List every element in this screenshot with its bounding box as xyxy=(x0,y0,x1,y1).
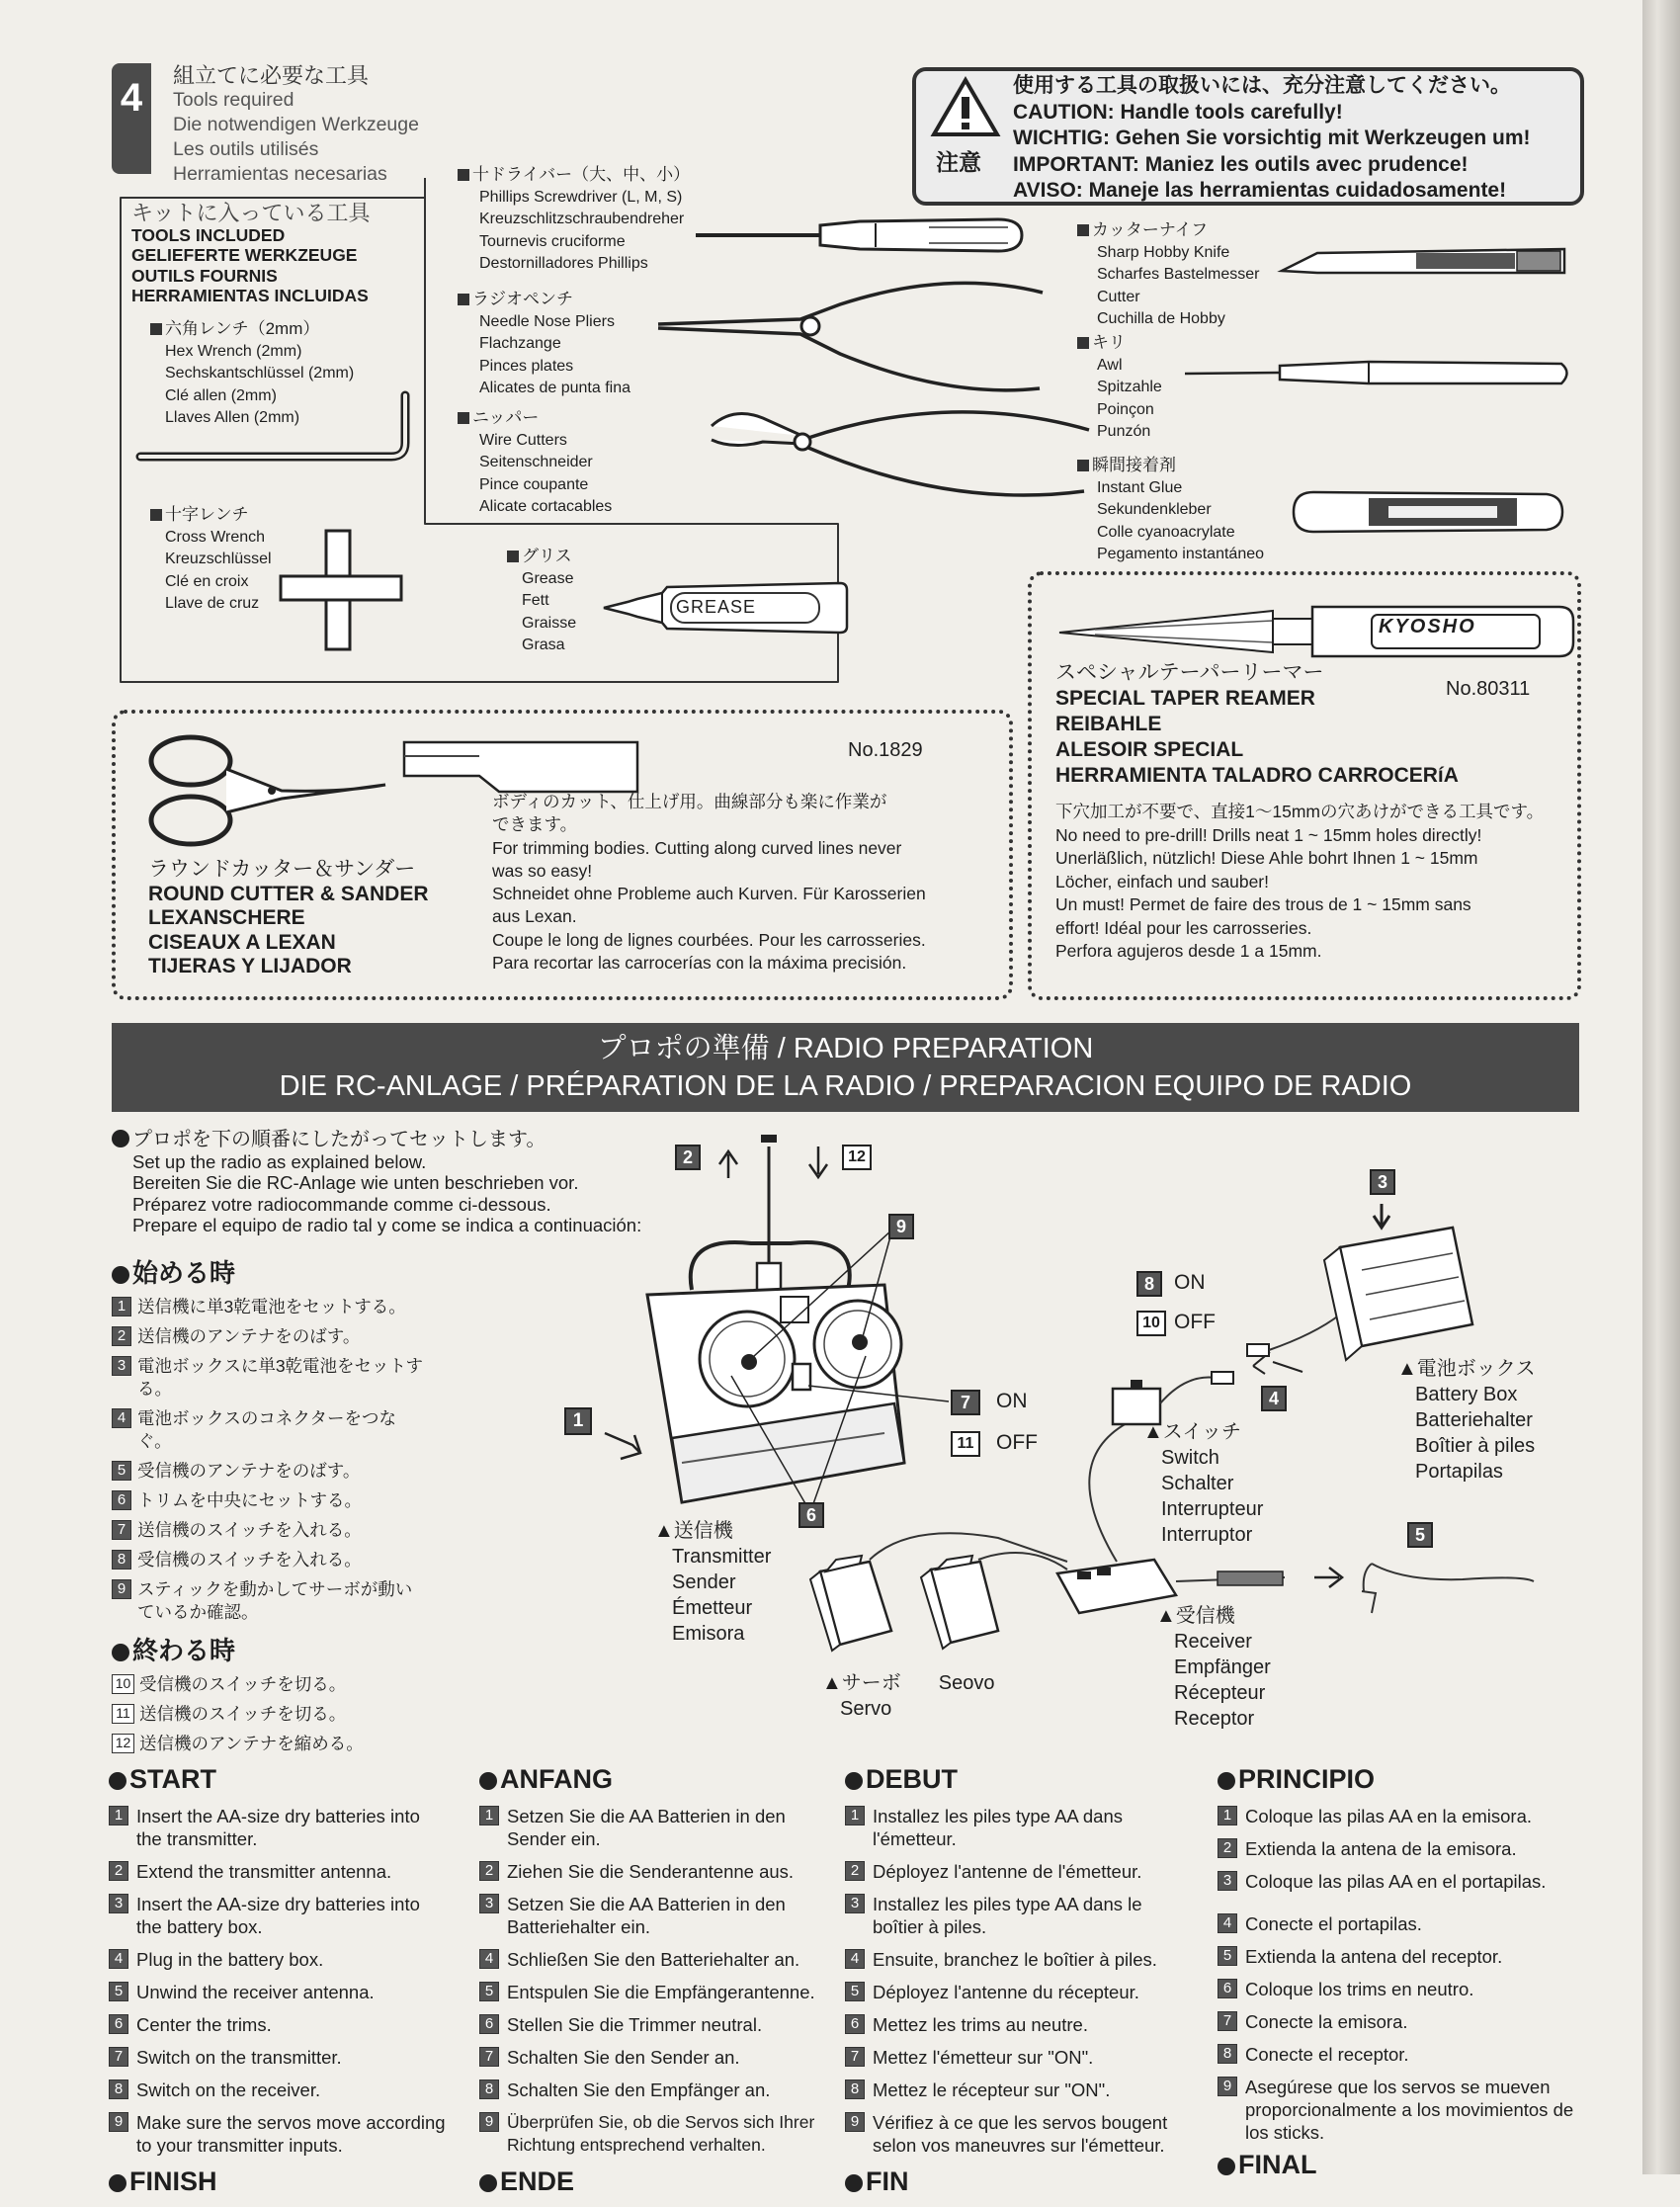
kyosho-logo: KYOSHO xyxy=(1379,616,1476,637)
french-instructions: DEBUT 1 Installez les piles type AA dans l'émetteur. 2 Déployez l'antenne de l'émetteur. 3 Installez les piles type AA dans le boîtier à piles. 4 Ensuite, branchez le boîtier à piles. 5 Déployez l'antenne du récepteur. 6 Mettez les trims au neutre. 7 Mettez l'émetteur sur "ON". 8 Mettez le récepteur sur "ON". 9 Vérifiez à ce que les servos bougent selon vos maneuvres sur l'émetteur. FIN xyxy=(845,1764,1196,2207)
diagram-step-4: 4 xyxy=(1261,1386,1287,1411)
radio-preparation-banner: プロポの準備 / RADIO PREPARATION DIE RC-ANLAGE / PRÉPARATION DE LA RADIO / PREPARACION EQUIPO DE RADIO xyxy=(112,1023,1579,1112)
english-instructions: START 1 Insert the AA-size dry batteries into the transmitter. 2 Extend the transmitter antenna. 3 Insert the AA-size dry batteries into the battery box. 4 Plug in the battery box. 5 Unwind the receiver antenna. 6 Center the trims. 7 Switch on the transmitter. 8 Switch on the receiver. 9 Make sure the servos move according to your transmitter inputs. FINISH xyxy=(109,1764,450,2207)
spanish-instructions: PRINCIPIO 1 Coloque las pilas AA en la emisora. 2 Extienda la antena de la emisora. 3 Coloque las pilas AA en el portapilas. 4 Conecte el portapilas. 5 Extienda la antena del receptor. 6 Coloque los trims en neutro. 7 Conecte la emisora. 8 Conecte el receptor. 9 Asegúrese que los servos se mueven proporcionalmente a los movimientos de los sticks. FINAL xyxy=(1218,1764,1583,2190)
awl-label: キリ Awl Spitzahle Poinçon Punzón xyxy=(1077,332,1162,444)
round-cutter-description: ボディのカット、仕上げ用。曲線部分も楽に作業が できます。 For trimming bodies. Cutting along curved lines never was so easy! Schneidet ohne Probleme auch Kurven. Für Karosserien aus Lexan. Coupe le long de lignes courbées. Pour les carrosseries. Para recortar las carrocerías con la máxima precisión. xyxy=(492,792,926,974)
receiver-caption: ▲受信機 Receiver Empfänger Récepteur Receptor xyxy=(1156,1605,1271,1730)
included-tools-title: キットに入っている工具 TOOLS INCLUDED GELIEFERTE WERKZEUGE OUTILS FOURNIS HERRAMIENTAS INCLUIDAS xyxy=(131,201,371,305)
battery-box-caption: ▲電池ボックス Battery Box Batteriehalter Boîtier à piles Portapilas xyxy=(1397,1358,1536,1483)
transmitter-switch xyxy=(793,1364,810,1390)
hobby-knife-label: カッターナイフ Sharp Hobby Knife Scharfes Bastelmesser Cutter Cuchilla de Hobby xyxy=(1077,219,1260,331)
tools-step-badge: 4 xyxy=(112,63,151,174)
bullet-dot-icon xyxy=(1218,1772,1235,1790)
tools-required-title: 組立てに必要な工具 Tools required Die notwendigen Werkzeuge Les outils utilisés Herramientas necesarias xyxy=(173,63,419,185)
diagram-step-8: 8 xyxy=(1136,1271,1162,1297)
caution-text: 使用する工具の取扱いには、充分注意してください。 CAUTION: Handle tools carefully! WICHTIG: Gehen Sie vorsichtig mit Werkzeugen um! IMPORTANT: Maniez les outils avec prudence! AVISO: Maneje las herramientas cuidadosamente! xyxy=(1013,74,1531,202)
diagram-step-9: 9 xyxy=(888,1214,914,1239)
bullet-dot-icon xyxy=(479,2174,497,2192)
bullet-dot-icon xyxy=(1218,2158,1235,2175)
diagram-step-3: 3 xyxy=(1370,1169,1395,1195)
bullet-dot-icon xyxy=(109,2174,126,2192)
wire-cutters-label: ニッパー Wire Cutters Seitenschneider Pince coupante Alicate cortacables xyxy=(458,407,612,519)
round-cutter-names: ラウンドカッター＆サンダー ROUND CUTTER & SANDER LEXANSCHERE CISEAUX A LEXAN TIJERAS Y LIJADOR xyxy=(148,858,429,977)
diagram-step-1: 1 xyxy=(564,1407,592,1435)
bullet-dot-icon xyxy=(479,1772,497,1790)
grease-tube-label: GREASE xyxy=(676,597,757,617)
radio-intro: プロポを下の順番にしたがってセットします。 Set up the radio as explained below. Bereiten Sie die RC-Anlage wie unten beschrieben vor. Préparez votre radiocommande comme ci-dessous. Prepare el equipo de radio tal y come se indica a continuación: xyxy=(112,1130,641,1236)
receiver-on-label: ON xyxy=(1174,1271,1206,1294)
transmitter-caption: ▲送信機 Transmitter Sender Émetteur Emisora xyxy=(654,1520,772,1645)
diagram-step-2: 2 xyxy=(675,1145,701,1170)
needle-nose-pliers-label: ラジオペンチ Needle Nose Pliers Flachzange Pinces plates Alicates de punta fina xyxy=(458,289,630,400)
german-instructions: ANFANG 1 Setzen Sie die AA Batterien in den Sender ein. 2 Ziehen Sie die Senderantenne aus. 3 Setzen Sie die AA Batterien in den Batteriehalter ein. 4 Schließen Sie den Batteriehalter an. 5 Entspulen Sie die Empfängerantenne. 6 Stellen Sie die Trimmer neutral. 7 Schalten Sie den Sender an. 8 Schalten Sie den Empfänger an. 9 Überprüfen Sie, ob die Servos sich Ihrer Richtung entsprechend verhalten. ENDE xyxy=(479,1764,830,2207)
bullet-dot-icon xyxy=(109,1772,126,1790)
cross-wrench-label: 十字レンチ Cross Wrench Kreuzschlüssel Clé en croix Llave de cruz xyxy=(150,504,272,616)
bullet-dot-icon xyxy=(845,1772,863,1790)
transmitter-off-label: OFF xyxy=(996,1431,1038,1454)
round-cutter-number: No.1829 xyxy=(848,739,923,761)
taper-reamer-number: No.80311 xyxy=(1446,678,1531,700)
diagram-step-12: 12 xyxy=(842,1145,872,1170)
switch-caption: ▲スイッチ Switch Schalter Interrupteur Interruptor xyxy=(1143,1421,1264,1546)
diagram-step-11: 11 xyxy=(951,1431,980,1457)
bullet-dot-icon xyxy=(845,2174,863,2192)
taper-reamer-names: スペシャルテーパーリーマー SPECIAL TAPER REAMER REIBAHLE ALESOIR SPECIAL HERRAMIENTA TALADRO CARROCERíA xyxy=(1055,661,1459,787)
diagram-step-5: 5 xyxy=(1407,1522,1433,1548)
transmitter-on-label: ON xyxy=(996,1390,1028,1412)
jp-start-section: 始める時 1 送信機に単3乾電池をセットする。 2 送信機のアンテナをのばす。 3 電池ボックスに単3乾電池をセットする。 4 電池ボックスのコネクターをつなぐ。 5 受信機のアンテナをのばす。 6 トリムを中央にセットする。 7 送信機のスイッチを入れる。 8 受信機のスイッチを入れる。 9 スティックを動かしてサーボが動いているか確認。 終わる時 10 受信機のスイッチを切る。 11 送信機のスイッチを切る。 12 送信機のアンテナを縮める。 xyxy=(112,1253,428,1762)
caution-badge-label: 注意 xyxy=(936,149,981,175)
instant-glue-label: 瞬間接着剤 Instant Glue Sekundenkleber Colle cyanoacrylate Pegamento instantáneo xyxy=(1077,455,1264,566)
receiver-off-label: OFF xyxy=(1174,1311,1216,1333)
servo-left xyxy=(810,1556,891,1651)
diagram-step-6: 6 xyxy=(798,1502,824,1528)
servo-caption: ▲サーボ Seovo Servo xyxy=(822,1672,995,1720)
grease-label: グリス Grease Fett Graisse Grasa xyxy=(507,546,576,657)
screwdriver-label: 十ドライバー（大、中、小） Phillips Screwdriver (L, M, S) Kreuzschlitzschraubendreher Tournevis cruciforme Destornilladores Phillips xyxy=(458,164,690,276)
diagram-step-7: 7 xyxy=(951,1390,980,1415)
servo-right xyxy=(921,1556,998,1649)
diagram-step-10: 10 xyxy=(1136,1311,1166,1336)
hex-wrench-label: 六角レンチ（2mm） Hex Wrench (2mm) Sechskantschlüssel (2mm) Clé allen (2mm) Llaves Allen (2mm) xyxy=(150,318,354,430)
taper-reamer-description: 下穴加工が不要で、直接1～15mmの穴あけができる工具です。 No need to pre-drill! Drills neat 1 ~ 15mm holes directly! Unerläßlich, nützlich! Diese Ahle bohrt Ihnen 1 ~ 15mm Löcher, einfach und sauber! Un must! Permet de faire des trous de 1 ~ 15mm sans effort! Idéal pour les carrosseries. Perfora agujeros desde 1 a 15mm. xyxy=(1055,802,1545,961)
